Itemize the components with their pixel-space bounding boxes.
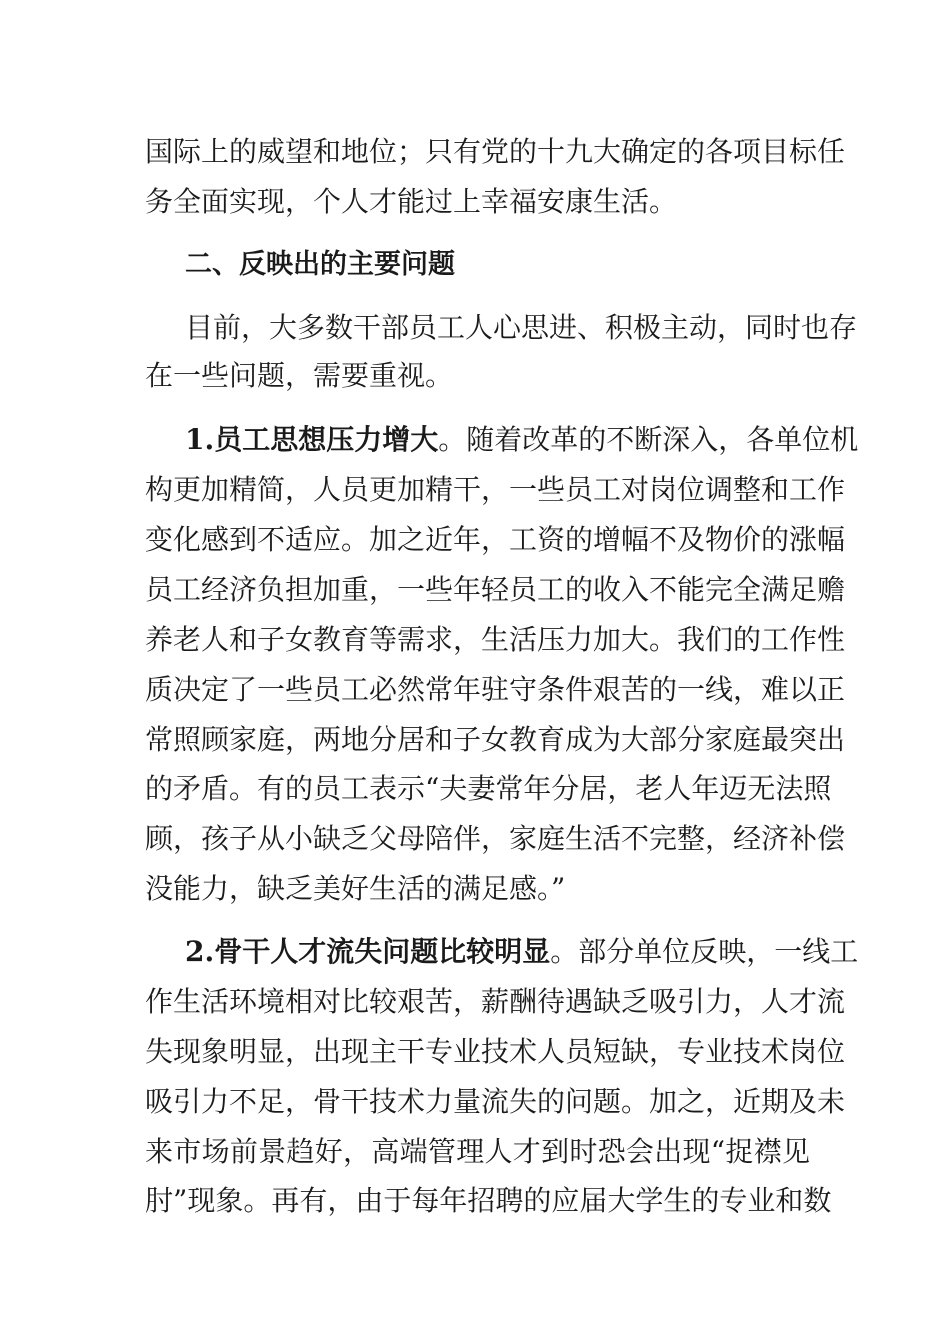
body-text-line: 质决定了一些员工必然常年驻守条件艰苦的一线，难以正: [145, 673, 846, 706]
body-text-line: 国际上的威望和地位；只有党的十九大确定的各项目标任: [145, 135, 846, 168]
body-text-line: 在一些问题，需要重视。: [145, 359, 454, 392]
body-text-line: 失现象明显，出现主干专业技术人员短缺，专业技术岗位: [145, 1035, 846, 1068]
body-text-line: 构更加精简，人员更加精干，一些员工对岗位调整和工作: [145, 473, 846, 506]
body-text-line: 吸引力不足，骨干技术力量流失的问题。加之，近期及未: [145, 1085, 846, 1118]
body-text-line: 养老人和子女教育等需求，生活压力加大。我们的工作性: [145, 623, 846, 656]
body-text-line: 常照顾家庭，两地分居和子女教育成为大部分家庭最突出: [145, 723, 846, 756]
body-text-line: 目前，大多数干部员工人心思进、积极主动，同时也存: [185, 311, 858, 344]
body-text-line: 员工经济负担加重，一些年轻员工的收入不能完全满足赡: [145, 573, 846, 606]
body-text-line: 变化感到不适应。加之近年，工资的增幅不及物价的涨幅: [145, 523, 846, 556]
item-first-line: [185, 422, 859, 458]
item-title: 2.骨干人才流失问题比较明显: [185, 935, 551, 968]
body-text-line: 没能力，缺乏美好生活的满足感。”: [145, 872, 566, 905]
body-text-line: 顾，孩子从小缺乏父母陪伴，家庭生活不完整，经济补偿: [145, 822, 846, 855]
item-text: 。随着改革的不断深入，各单位机: [438, 423, 859, 456]
body-text-line: 的矛盾。有的员工表示“夫妻常年分居，老人年迈无法照: [145, 772, 832, 805]
body-text-line: 作生活环境相对比较艰苦，薪酬待遇缺乏吸引力，人才流: [145, 985, 846, 1018]
body-text-line: 肘”现象。再有，由于每年招聘的应届大学生的专业和数: [145, 1184, 832, 1217]
body-text-line: 务全面实现，个人才能过上幸福安康生活。: [145, 185, 678, 218]
section-heading: 二、反映出的主要问题: [185, 249, 455, 280]
body-text-line: 来市场前景趋好，高端管理人才到时恐会出现“捉襟见: [145, 1135, 810, 1168]
item-title: 1.员工思想压力增大: [185, 423, 439, 456]
item-text: 。部分单位反映，一线工: [550, 935, 859, 968]
item-first-line: [185, 934, 859, 970]
